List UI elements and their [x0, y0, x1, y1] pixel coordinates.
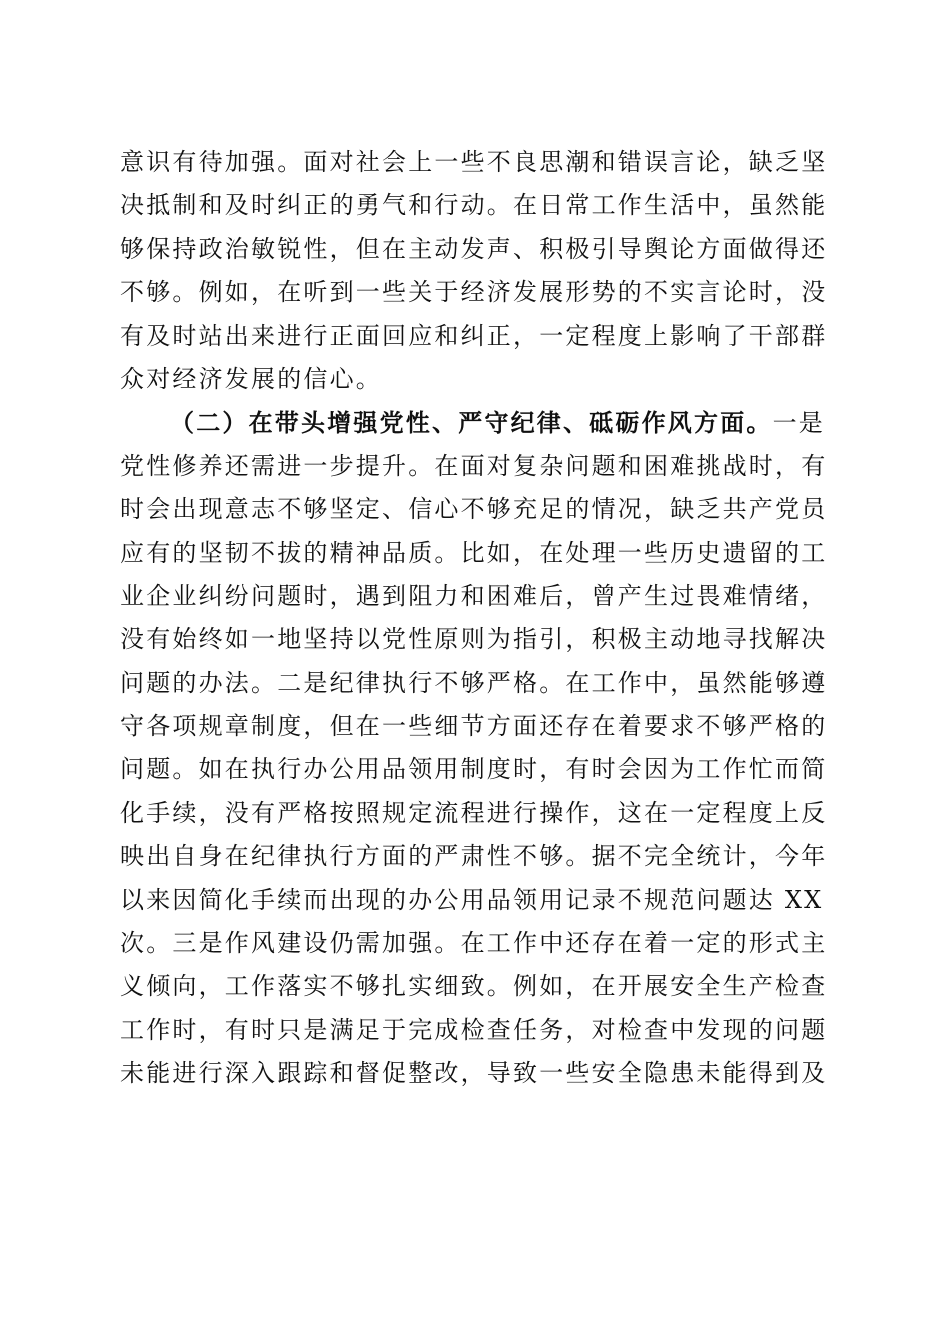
section-heading: （二）在带头增强党性、严守纪律、砥砺作风方面。 — [170, 408, 773, 438]
text-line: 有及时站出来进行正面回应和纠正，一定程度上影响了干部群 — [120, 321, 828, 350]
text-line: 守各项规章制度，但在一些细节方面还存在着要求不够严格的 — [120, 712, 828, 741]
paragraph-1 — [120, 141, 828, 401]
text-line: 化手续，没有严格按照规定流程进行操作，这在一定程度上反 — [120, 798, 828, 827]
text-line: 以来因简化手续而出现的办公用品领用记录不规范问题达 XX — [120, 885, 824, 914]
text-line: 应有的坚韧不拔的精神品质。比如，在处理一些历史遗留的工 — [120, 538, 828, 567]
text-line: 党性修养还需进一步提升。在面对复杂问题和困难挑战时，有 — [120, 451, 828, 480]
text-line: 问题的办法。二是纪律执行不够严格。在工作中，虽然能够遵 — [120, 668, 828, 697]
text-line: 时会出现意志不够坚定、信心不够充足的情况，缺乏共产党员 — [120, 495, 828, 524]
text-line: 决抵制和及时纠正的勇气和行动。在日常工作生活中，虽然能 — [120, 191, 828, 220]
text-line: 够保持政治敏锐性，但在主动发声、积极引导舆论方面做得还 — [120, 234, 828, 263]
text-line: 未能进行深入跟踪和督促整改，导致一些安全隐患未能得到及 — [120, 1059, 828, 1088]
paragraph-2 — [120, 401, 828, 1095]
text-line: 工作时，有时只是满足于完成检查任务，对检查中发现的问题 — [120, 1015, 828, 1044]
text-line: 不够。例如，在听到一些关于经济发展形势的不实言论时，没 — [120, 278, 828, 307]
text-line: 次。三是作风建设仍需加强。在工作中还存在着一定的形式主 — [120, 929, 828, 958]
text-line: 意识有待加强。面对社会上一些不良思潮和错误言论，缺乏坚 — [120, 148, 828, 176]
text-line: 问题。如在执行办公用品领用制度时，有时会因为工作忙而简 — [120, 755, 828, 784]
text-line: 业企业纠纷问题时，遇到阻力和困难后，曾产生过畏难情绪， — [120, 581, 828, 610]
text-line: 没有始终如一地坚持以党性原则为指引，积极主动地寻找解决 — [120, 625, 828, 654]
heading-line-rest: 一是 — [772, 409, 826, 438]
text-line: 映出自身在纪律执行方面的严肃性不够。据不完全统计，今年 — [120, 842, 828, 871]
body-text — [120, 141, 828, 1096]
section-heading-line — [120, 401, 826, 444]
text-line: 义倾向，工作落实不够扎实细致。例如，在开展安全生产检查 — [120, 972, 828, 1001]
text-line: 众对经济发展的信心。 — [120, 364, 382, 393]
